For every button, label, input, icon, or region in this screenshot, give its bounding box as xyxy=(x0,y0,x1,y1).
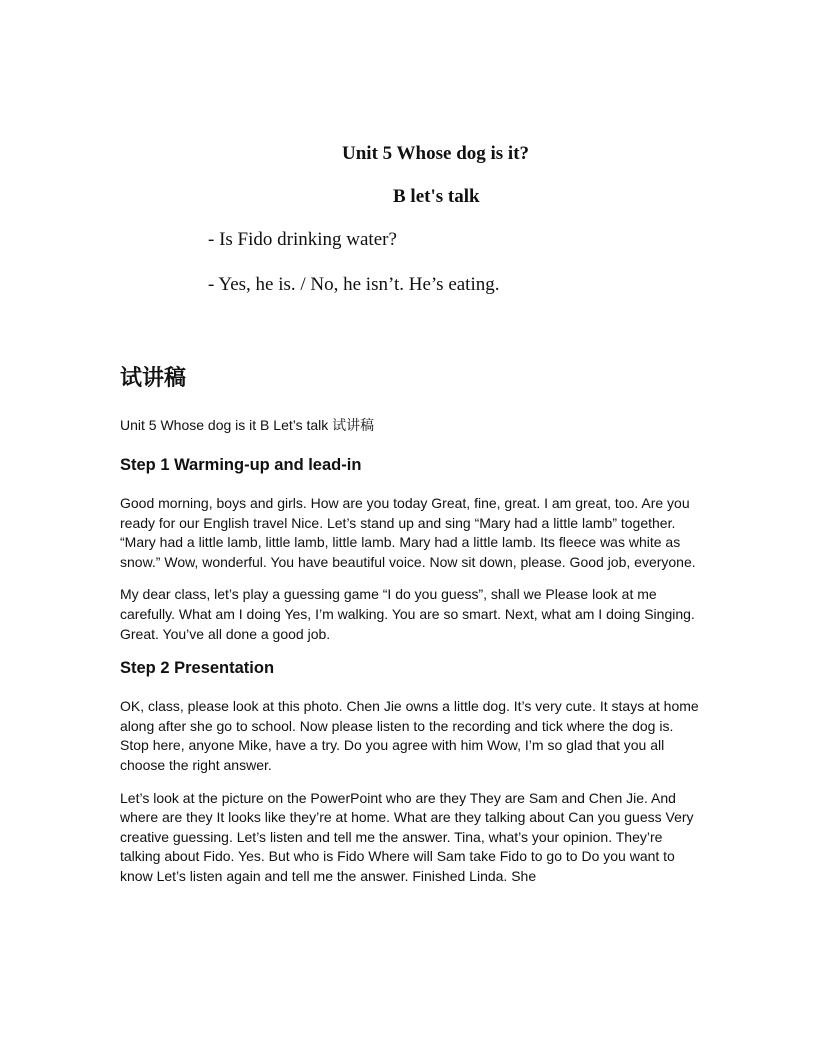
paragraph: My dear class, let’s play a guessing game “I do you guess”, shall we Please look at me carefully. What am I doing Yes, I’m walking. You are so smart. Next, what am I doing Singing. Great. You’ve all done a good job. xyxy=(120,586,695,642)
document-subtitle: Unit 5 Whose dog is it B Let’s talk 试讲稿 xyxy=(120,417,375,433)
paragraph: Good morning, boys and girls. How are you today Great, fine, great. I am great, too. Are you ready for our English travel Nice. Let’s stand up and sing “Mary had a little lamb” together. “Mary had a little lamb, little lamb, little lamb. Mary had a little lamb. Its fleece was white as snow.” Wow, wonderful. You have beautiful voice. Now sit down, please. Good job, everyone. xyxy=(120,495,696,570)
answer-line: - Yes, he is. / No, he isn’t. He’s eating. xyxy=(208,274,500,295)
paragraph: Let’s look at the picture on the PowerPoint who are they They are Sam and Chen Jie. And where are they It looks like they’re at home. What are they talking about Can you guess Very creative guessing. Let’s listen and tell me the answer. Tina, what’s your opinion. They’re talking about Fido. Yes. But who is Fido Where will Sam take Fido to go to Do you want to know Let’s listen again and tell me the answer. Finished Linda. She xyxy=(120,789,694,884)
section-heading: Step 2 Presentation xyxy=(120,659,275,678)
unit-title: Unit 5 Whose dog is it? xyxy=(342,143,530,164)
document-body xyxy=(120,364,700,900)
paragraph: OK, class, please look at this photo. Chen Jie owns a little dog. It’s very cute. It stays at home along after she go to school. Now please listen to the recording and tick where the dog is. Stop here, anyone Mike, have a try. Do you agree with him Wow, I’m so glad that you all choose the right answer. xyxy=(120,698,699,773)
document-title: 试讲稿 xyxy=(120,366,187,391)
lesson-title: B let's talk xyxy=(393,186,480,207)
section-heading: Step 1 Warming-up and lead-in xyxy=(120,456,362,474)
question-line: - Is Fido drinking water? xyxy=(208,229,397,250)
